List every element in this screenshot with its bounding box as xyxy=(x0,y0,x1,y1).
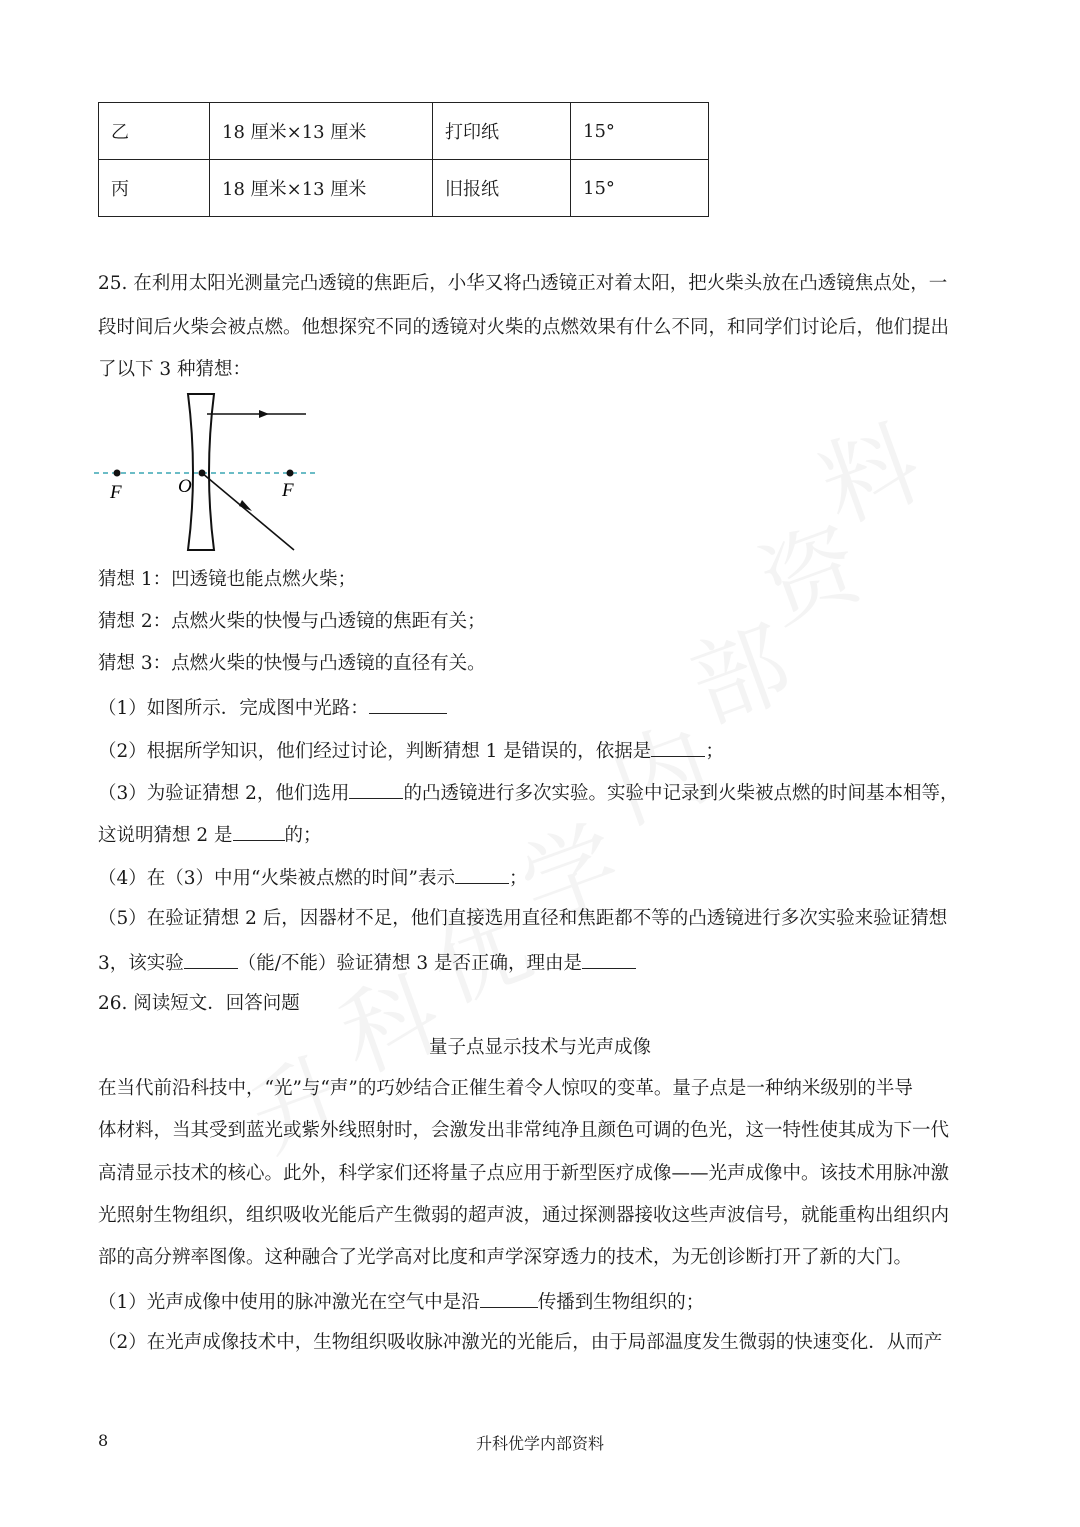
q25-sub3-text-b: 的凸透镜进行多次实验。实验中记录到火柴被点燃的时间基本相等， xyxy=(403,783,959,804)
guess1: 猜想 1：凹透镜也能点燃火柴； xyxy=(98,569,357,590)
q25-sub2-end: ； xyxy=(705,741,724,762)
focal-point-left xyxy=(114,470,121,477)
table-cell: 丙 xyxy=(99,160,210,217)
answer-blank[interactable] xyxy=(349,780,403,799)
table-cell: 15° xyxy=(571,160,709,217)
q25-line3: 了以下 3 种猜想： xyxy=(98,359,252,380)
answer-blank[interactable] xyxy=(480,1289,538,1308)
q26-paragraph-line: 体材料，当其受到蓝光或紫外线照射时，会激发出非常纯净且颜色可调的色光，这一特性使其成为下一代 xyxy=(98,1120,950,1141)
q25-sub4-end: ； xyxy=(508,868,528,889)
label-o: O xyxy=(178,476,192,497)
guess3: 猜想 3：点燃火柴的快慢与凸透镜的直径有关。 xyxy=(98,653,486,674)
table-row xyxy=(99,160,709,217)
table-cell: 18 厘米×13 厘米 xyxy=(210,160,433,217)
table-cell: 15° xyxy=(571,103,709,160)
data-table xyxy=(98,102,709,217)
q25-sub2 xyxy=(98,738,724,764)
q26-sub1-text-a: （1）光声成像中使用的脉冲激光在空气中是沿 xyxy=(98,1292,480,1313)
concave-lens-diagram xyxy=(94,388,334,558)
q25-sub2-text: （2）根据所学知识，他们经过讨论，判断猜想 1 是错误的，依据是 xyxy=(98,741,652,762)
focal-point-right xyxy=(287,470,294,477)
ray-through-center xyxy=(202,473,294,550)
q26-sub1 xyxy=(98,1289,704,1315)
answer-blank[interactable] xyxy=(582,950,636,969)
answer-blank[interactable] xyxy=(455,865,509,884)
answer-blank[interactable] xyxy=(184,950,238,969)
table-cell: 18 厘米×13 厘米 xyxy=(210,103,433,160)
footer-text: 升科优学内部资料 xyxy=(475,1434,604,1453)
q26-sub1-text-b: 传播到生物组织的； xyxy=(537,1292,705,1313)
q25-sub3-text-c: 这说明猜想 2 是 xyxy=(98,825,233,846)
q25-sub5-text-c: （能/不能）验证猜想 3 是否正确，理由是 xyxy=(237,953,583,974)
q25-sub5-text-b: 3，该实验 xyxy=(98,953,184,974)
q25-line2: 段时间后火柴会被点燃。他想探究不同的透镜对火柴的点燃效果有什么不同，和同学们讨论后，他们提出 xyxy=(98,317,950,338)
q25-sub1-text: （1）如图所示．完成图中光路： xyxy=(98,698,369,719)
label-f-right: F xyxy=(282,480,294,501)
q25-sub4-text: （4）在（3）中用“火柴被点燃的时间”表示 xyxy=(98,868,455,889)
page-number: 8 xyxy=(98,1431,109,1450)
arrow-icon xyxy=(259,410,269,418)
article-title: 量子点显示技术与光声成像 xyxy=(428,1037,651,1058)
q25-sub3-cont xyxy=(98,822,322,848)
q25-sub1 xyxy=(98,695,447,721)
q25-sub3 xyxy=(98,780,958,806)
table-cell: 旧报纸 xyxy=(433,160,571,217)
answer-blank[interactable] xyxy=(651,738,705,757)
q25-sub4 xyxy=(98,865,527,891)
q25-sub3-text-a: （3）为验证猜想 2，他们选用 xyxy=(98,783,350,804)
label-f-left: F xyxy=(110,482,122,503)
q25-line1: 25. 在利用太阳光测量完凸透镜的焦距后，小华又将凸透镜正对着太阳，把火柴头放在凸透镜焦点处，一 xyxy=(98,273,948,294)
q25-sub5-cont xyxy=(98,950,636,976)
q26-paragraph-line: 光照射生物组织，组织吸收光能后产生微弱的超声波，通过探测器接收这些声波信号，就能重构出组织内 xyxy=(98,1205,950,1226)
answer-blank[interactable] xyxy=(369,695,447,714)
q26-paragraph-line: 在当代前沿科技中，“光”与“声”的巧妙结合正催生着令人惊叹的变革。量子点是一种纳米级别的半导 xyxy=(98,1078,913,1099)
q26-sub2: （2）在光声成像技术中，生物组织吸收脉冲激光的光能后，由于局部温度发生微弱的快速变化．从而产 xyxy=(98,1332,943,1353)
optical-center xyxy=(199,470,206,477)
table-cell: 乙 xyxy=(99,103,210,160)
q25-sub3-text-d: 的； xyxy=(284,825,322,846)
q25-sub5: （5）在验证猜想 2 后，因器材不足，他们直接选用直径和焦距都不等的凸透镜进行多次实验来验证猜想 xyxy=(98,908,948,929)
answer-blank[interactable] xyxy=(233,822,285,841)
q26-paragraph-line: 部的高分辨率图像。这种融合了光学高对比度和声学深穿透力的技术，为无创诊断打开了新的大门。 xyxy=(98,1247,913,1268)
table-cell: 打印纸 xyxy=(433,103,571,160)
q26-line1: 26. 阅读短文．回答问题 xyxy=(98,993,300,1014)
guess2: 猜想 2：点燃火柴的快慢与凸透镜的焦距有关； xyxy=(98,611,486,632)
table-row xyxy=(99,103,709,160)
q26-paragraph-line: 高清显示技术的核心。此外，科学家们还将量子点应用于新型医疗成像——光声成像中。该技术用脉冲激 xyxy=(98,1163,950,1184)
